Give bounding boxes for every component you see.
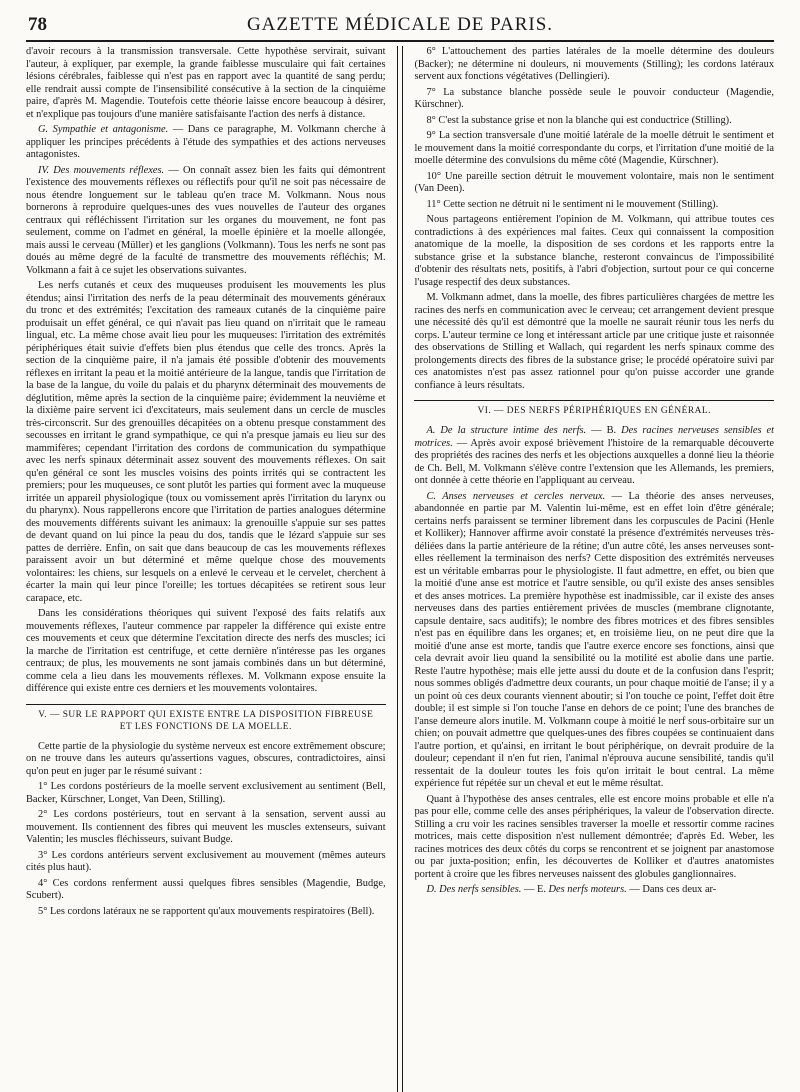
paragraph-transmission: d'avoir recours à la transmission transversale. Cette hypothèse servirait, suivant l'auteur, à expliquer, par exemple, la grande faiblesse musculaire qui fait certaines lésions cérébrales, faiblesse qui n'est pas en rapport avec la quantité de sang perdu; elle rendrait aussi compte de l'insensibilité consécutive à la section de la cinquième paire, d'après M. Magendie. Toutefois cette théorie laisse encore beaucoup à désirer, et n'explique pas toujours d'une manière satisfaisante l'action des nerfs à distance. bbox=[26, 46, 386, 120]
page-header bbox=[26, 14, 774, 42]
paragraph-physiologie: Cette partie de la physiologie du système nerveux est encore extrêmement obscure; on ne trouve dans les auteurs qu'assertions vagues, obscures, contradictoires, ainsi qu'on peut en juger par le résumé suivant : bbox=[26, 740, 386, 777]
section-vi-heading: VI. — DES NERFS PÉRIPHÉRIQUES EN GÉNÉRAL. bbox=[414, 400, 774, 419]
section-v-heading-line1: V. — SUR LE RAPPORT QUI EXISTE ENTRE LA DISPOSITION FIBREUSE bbox=[38, 709, 374, 720]
column-divider bbox=[397, 46, 404, 1092]
subsection-g-heading: G. Sympathie et antagonisme. bbox=[38, 124, 169, 135]
subsection-ab-text: — Après avoir exposé brièvement l'histoire de la remarquable découverte des propriétés des racines des nerfs et les objections auxquelles a donné lieu la théorie de Ch. Bell, M. Volkmann s'élève contre l'extension que les Allemands, les premiers, ont donnée à cette théorie en l'appliquant au cerveau. bbox=[414, 437, 775, 486]
right-column bbox=[414, 46, 774, 1092]
list-item-3: 3° Les cordons antérieurs servent exclusivement au mouvement (mêmes auteurs cités plus haut). bbox=[26, 849, 386, 873]
page-number: 78 bbox=[28, 14, 47, 35]
paragraph-nerfs-cutanes: Les nerfs cutanés et ceux des muqueuses produisent les mouvements les plus étendus; ainsi l'irritation des nerfs de la peau déterminait des mouvements généraux du tronc et des extrémités; l'excitation des rameaux cutanés de la cinquième paire produisait un effet général, ce qui n'avait pas lieu quand on n'irritait que le rameau lingual, etc. La même chose avait lieu pour les muqueuses: l'irritation des extrémités périphériques était suivie d'effets bien plus étendus que celle des troncs. Après la section de la cinquième paire, il n'a jamais été possible d'obtenir des mouvements réflexes en irritant la peau et la moitié antérieure de la langue, tandis que l'irritation de la base de la langue, du voile du palais et du pharynx déterminait des mouvements de déglutition, même après la section de la cinquième paire; évidemment la neuvième et la dixième paire servent ici d'excitateurs, mais seulement dans un cercle de muscles très-circonscrit. Sur des grenouilles décapitées on a obtenu presque constamment des secousses en irritant le grand sympathique, ce qui n'a presque jamais eu lieu sur des mammifères; cependant l'irritation des cordons de communication du sympathique avec les nerfs spinaux déterminait assez souvent des mouvements réflexes. On sait qu'en général ce sont les muscles voisins des points irrités qui se contractent les premiers; pour les muqueuses, ce sont plutôt les parties qui forment avec la muqueuse irritée un appareil physiologique (toux ou vomissement après l'irritation du larynx ou du pharynx). Nous rappellerons encore que l'irritation de parties analogues détermine des mouvements différents suivant les animaux: la grenouille s'appuie sur ses pattes de devant quand on lui pince la peau du dos, tandis que le lézard s'appuie sur ses pattes de derrière. Enfin, on sait que dans beaucoup de cas les mouvements réflexes paraissent avoir un but déterminé et même quelque chose des mouvements volontaires: les chiens, sur lesquels on a enlevé le cerveau et le cervelet, cherchent à écarter la main qui leur pince l'oreille; les tortues décapitées se retirent sous leur carapace, etc. bbox=[26, 280, 386, 604]
journal-title: GAZETTE MÉDICALE DE PARIS. bbox=[246, 14, 554, 35]
list-item-11: 11° Cette section ne détruit ni le sentiment ni le mouvement (Stilling). bbox=[426, 198, 719, 210]
subsection-b-separator: — B. bbox=[586, 425, 622, 436]
list-item-5: 5° Les cordons latéraux ne se rapportent qu'aux mouvements respiratoires (Bell). bbox=[38, 905, 375, 917]
subsection-b-heading: Des racines nerveuses sensibles et motrices. bbox=[414, 425, 775, 449]
paragraph-reflexes bbox=[26, 165, 386, 278]
list-item-8: 8° C'est la substance grise et non la blanche qui est conductrice (Stilling). bbox=[426, 114, 732, 126]
subsection-c-text: — La théorie des anses nerveuses, abandonnée en partie par M. Valentin lui-même, est en effet loin d'être générale; certains nerfs paraissent se terminer librement dans les corpuscules de Pacini (Henle et Kolliker); Hannover affirme avoir constaté la présence d'extrémités nerveuses très-déliées dans la partie antérieure de la rétine; d'un autre côté, les anses nerveuses sont-elles réellement la terminaison des nerfs? Cette disposition des extrémités nerveuses est un véritable embarras pour le physiologiste. Il faut admettre, en effet, ou bien que la moitié d'une anse est motrice et l'autre sensible, ou qu'il existe des anses sensibles et des anses motrices. La première hypothèse est inadmissible, car il existe des anses nerveuses dans des parties entièrement privées de muscles (membrane clignotante, capsule dentaire, sacs auditifs); le nombre des fibres motrices et des fibres sensibles n'est pas en équilibre dans les organes; et, en troisième lieu, on ne peut dire que la moitié d'une anse est morte, tandis que l'autre exerce encore ses fonctions, ainsi que cela devrait avoir lieu quand la sensibilité ou la motilité est abolie dans une partie. Reste l'autre hypothèse; mais elle jette aussi du doute et de la confusion dans l'esprit; nous sommes obligés d'admettre deux courants, un pour chaque moitié de l'anse; il y a un point où ces deux courants viennent aboutir; si l'on touche ce point, l'effet doit être double; il est simple si l'on touche l'anse en dehors de ce point; l'une des branches de l'anse demeure alors inutile. M. Volkmann coupe à moitié le nerf sous-orbitaire sur un chien; on pouvait admettre que quelques-unes des fibres coupées se continuaient dans l'autre portion, et qu'ainsi, en irritant le bout périphérique, on devrait produire de la douleur; cependant il n'en fut rien, l'animal n'éprouva aucune sensibilité, tandis qu'il ressentait de la douleur toutes les fois qu'on irritait le bout central. La même expérience fut répétée sur un cheval et eut le même résultat. bbox=[414, 490, 775, 789]
paragraph-structure-racines bbox=[414, 425, 774, 488]
subsection-e-heading: Des nerfs moteurs. bbox=[548, 884, 627, 895]
section-v-heading-line2: ET LES FONCTIONS DE LA MOELLE. bbox=[119, 721, 292, 732]
subsection-g-text: — Dans ce paragraphe, M. Volkmann cherche à appliquer les principes précédents à l'étude des sympathies et des actions nerveuses antagonistes. bbox=[26, 124, 386, 160]
paragraph-partageons: Nous partageons entièrement l'opinion de M. Volkmann, qui attribue toutes ces contradictions à des expériences mal faites. Ceux qui connaissent la composition anatomique de la moelle, la disposition de ses cordons et les rapports entre la substance grise et la substance blanche, resteront convaincus de l'impossibilité d'obtenir des résultats nets, positifs, à l'abri d'objection, surtout pour ce qui concerne l'usage respectif des deux substances. bbox=[414, 214, 775, 288]
two-column-body bbox=[26, 46, 774, 1092]
subsection-d-heading: D. Des nerfs sensibles. bbox=[426, 884, 522, 895]
subsection-e-separator: — E. bbox=[521, 884, 549, 895]
subsection-a-heading: A. De la structure intime des nerfs. bbox=[426, 425, 587, 436]
subsection-iv-text: — On connaît assez bien les faits qui démontrent l'existence des mouvements réflexes ou réflectifs pour qu'il ne soit pas nécessaire de nous étendre longuement sur le tableau qu'en trace M. Volkmann. Nous nous bornerons à reproduire quelques-unes des vues nouvelles de l'auteur des organes centraux qui réfléchissent l'irritation sur les organes du mouvement, ne font pas seulement, comme on l'admet en général, la moelle épinière et la moelle allongée, mais aussi le cerveau (Müller) et les ganglions (Volkmann). Tous les nerfs ne sont pas doués au même degré de la faculté de transmettre des mouvements réfléchis; M. Volkmann a fait à ce sujet les observations suivantes. bbox=[26, 164, 386, 276]
left-column bbox=[26, 46, 386, 1092]
list-item-6: 6° L'attouchement des parties latérales de la moelle détermine des douleurs (Backer); ne détermine ni douleurs, ni mouvements (Stilling); les cordons latéraux servent aux fonctions végétatives (Dellingieri). bbox=[414, 46, 775, 82]
subsection-c-heading: C. Anses nerveuses et cercles nerveux. bbox=[426, 490, 606, 502]
list-item-7: 7° La substance blanche possède seule le pouvoir conducteur (Magendie, Kürschner). bbox=[414, 86, 775, 110]
list-item-10: 10° Une pareille section détruit le mouvement volontaire, mais non le sentiment (Van Deen). bbox=[414, 170, 775, 194]
section-v-heading bbox=[26, 704, 386, 735]
paragraph-anses-centrales: Quant à l'hypothèse des anses centrales, elle est encore moins probable et elle n'a pas pour elle, comme celle des anses périphériques, la valeur de l'observation directe. Stilling a cru voir les racines sensibles traverser la moelle et ressortir comme racines motrices, mais cette disposition n'est nullement démontrée; d'après Ed. Weber, les racines motrices des deux côtés du corps se rencontrent et se joignent par anastomose ou par juxta-position; enfin, les découvertes de Kolliker et d'autres anatomistes portent à croire que les fibres nerveuses naissent des globules ganglionnaires. bbox=[414, 793, 775, 880]
paragraph-anses bbox=[414, 491, 774, 791]
list-item-1: 1° Les cordons postérieurs de la moelle servent exclusivement au sentiment (Bell, Backer, Kürschner, Longet, Van Deen, Stilling). bbox=[26, 781, 386, 805]
subsection-iv-heading: IV. Des mouvements réflexes. bbox=[38, 164, 165, 176]
paragraph-considerations: Dans les considérations théoriques qui suivent l'exposé des faits relatifs aux mouvements réflexes, l'auteur commence par rappeler la différence qui existe entre ces mouvements et ceux que détermine l'excitation directe des nerfs des muscles; ici la marche de l'irritation est centrifuge, et cette dernière n'intéresse pas les organes centraux; de plus, les mouvements ne sont jamais combinés dans un but déterminé, comme cela a lieu dans les mouvements réflexes. M. Volkmann expose ensuite la différence qui existe entre ces derniers et les mouvements volontaires. bbox=[26, 608, 386, 694]
list-item-4: 4° Ces cordons renferment aussi quelques fibres sensibles (Magendie, Budge, Scubert). bbox=[26, 877, 386, 901]
list-item-9: 9° La section transversale d'une moitié latérale de la moelle détruit le sentiment et le mouvement dans la moitié correspondante du corps, et l'irritation d'une moitié de la moelle détermine des convulsions du même côté (Magendie, Kürschner). bbox=[414, 130, 775, 166]
paragraph-admet: M. Volkmann admet, dans la moelle, des fibres particulières chargées de mettre les racines des nerfs en communication avec le cerveau; cet arrangement devient presque une nécessité dès qu'il est démontré que la moelle ne saurait réunir tous les nerfs du corps. L'auteur termine ce long et intéressant article par une critique juste et raisonnée des observations de Stilling et Wallach, qui regardent les nerfs spinaux comme des prolongements directs des fibres de la substance grise; le procédé opératoire suivi par ces anatomistes n'est pas assez rationnel pour qu'on puisse accorder une grande confiance à leurs résultats. bbox=[414, 292, 775, 391]
paragraph-sympathie bbox=[26, 124, 386, 162]
list-item-2: 2° Les cordons postérieurs, tout en servant à la sensation, servent aussi au mouvement. Ils contiennent des fibres qui meuvent les muscles extenseurs, suivant Valentin; les muscles fléchisseurs, suivant Budge. bbox=[26, 809, 386, 845]
subsection-de-text: — Dans ces deux ar- bbox=[626, 884, 717, 895]
paragraph-nerfs-sensibles bbox=[414, 884, 774, 897]
